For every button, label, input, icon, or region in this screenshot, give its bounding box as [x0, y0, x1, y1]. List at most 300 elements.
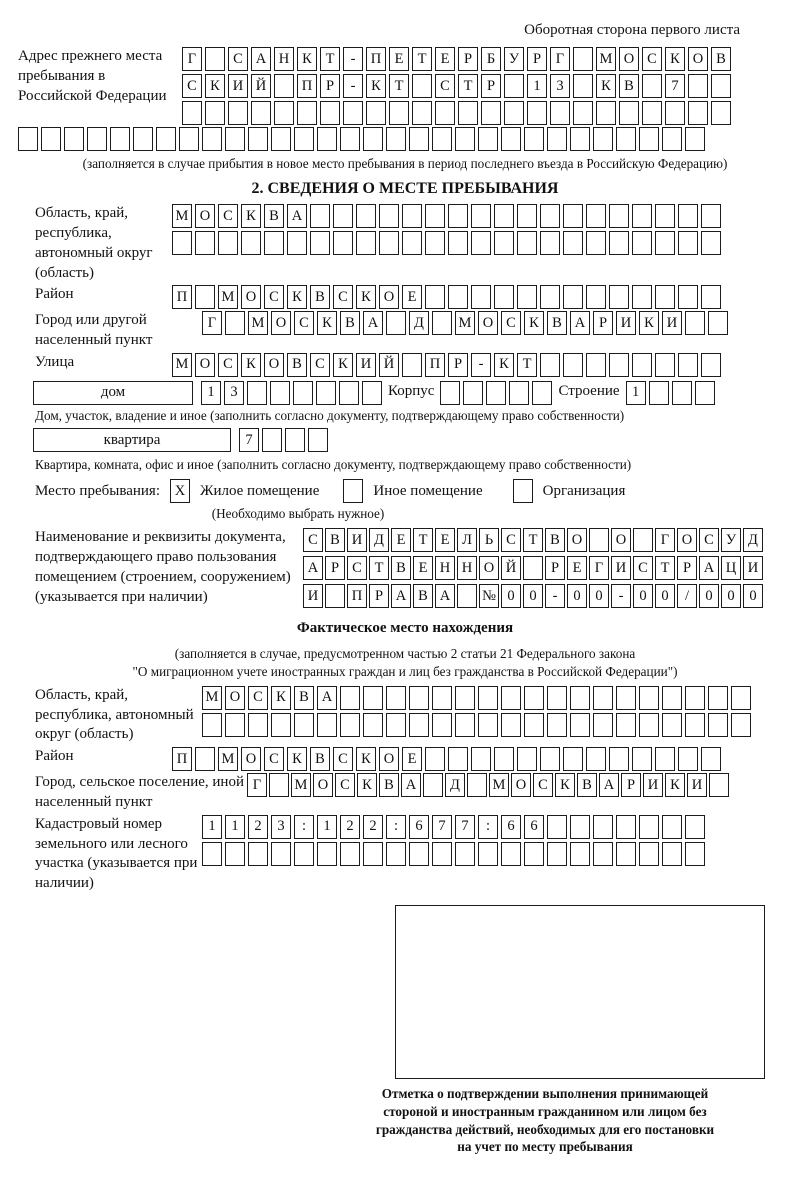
- char-box: В: [391, 556, 411, 580]
- document-row-3: [303, 584, 763, 608]
- char-box: [202, 713, 222, 737]
- char-box: П: [297, 74, 317, 98]
- char-box: А: [303, 556, 323, 580]
- char-box: [586, 204, 606, 228]
- region-label: Область, край, республика, автономный округ (область): [35, 205, 153, 281]
- char-box: [609, 285, 629, 309]
- char-box: [563, 204, 583, 228]
- stay-type-note: (Необходимо выбрать нужное): [211, 506, 385, 522]
- house-row: [18, 381, 792, 405]
- char-box: [494, 285, 514, 309]
- char-box: [695, 381, 715, 405]
- char-box: Г: [182, 47, 202, 71]
- stroenie-label: Строение: [558, 382, 620, 399]
- char-box: О: [511, 773, 531, 797]
- char-box: П: [172, 747, 192, 771]
- actual-region-row-2: [202, 713, 751, 737]
- char-box: К: [665, 773, 685, 797]
- char-box: М: [218, 285, 238, 309]
- char-box: О: [264, 353, 284, 377]
- char-box: [596, 101, 616, 125]
- char-box: Р: [325, 556, 345, 580]
- char-box: [547, 713, 567, 737]
- prev-address-row-1: [182, 47, 731, 71]
- char-box: [432, 713, 452, 737]
- char-box: [425, 285, 445, 309]
- char-box: [294, 127, 314, 151]
- char-box: [701, 353, 721, 377]
- char-box: 2: [363, 815, 383, 839]
- char-box: [662, 127, 682, 151]
- char-box: [517, 285, 537, 309]
- char-box: Т: [320, 47, 340, 71]
- char-box: А: [363, 311, 383, 335]
- char-box: [478, 127, 498, 151]
- char-box: [573, 101, 593, 125]
- char-box: [458, 101, 478, 125]
- page-header-note: Оборотная сторона первого листа: [524, 22, 740, 38]
- actual-district-row: [172, 747, 721, 771]
- char-box: В: [379, 773, 399, 797]
- prev-address-label: Адрес прежнего места пребывания в Российской Федерации: [18, 48, 167, 104]
- char-box: [486, 381, 506, 405]
- char-box: М: [455, 311, 475, 335]
- char-box: 1: [202, 815, 222, 839]
- char-box: [619, 101, 639, 125]
- char-box: [685, 311, 705, 335]
- char-box: [672, 381, 692, 405]
- char-box: [317, 127, 337, 151]
- actual-region-row-1: [202, 686, 751, 710]
- char-box: И: [616, 311, 636, 335]
- street-label: Улица: [35, 353, 75, 370]
- char-box: 2: [340, 815, 360, 839]
- char-box: М: [172, 353, 192, 377]
- char-box: -: [471, 353, 491, 377]
- char-box: И: [662, 311, 682, 335]
- char-box: 2: [248, 815, 268, 839]
- char-box: О: [313, 773, 333, 797]
- actual-location-note-1: (заполняется в случае, предусмотренном частью 2 статьи 21 Федерального закона: [174, 646, 636, 662]
- char-box: [248, 842, 268, 866]
- char-box: [379, 231, 399, 255]
- char-box: Т: [655, 556, 675, 580]
- char-box: [563, 747, 583, 771]
- char-box: 6: [409, 815, 429, 839]
- char-box: К: [287, 747, 307, 771]
- char-box: [179, 127, 199, 151]
- char-box: [386, 713, 406, 737]
- char-box: 1: [225, 815, 245, 839]
- char-box: [317, 842, 337, 866]
- cadastral-field: [18, 815, 792, 894]
- char-box: [340, 127, 360, 151]
- char-box: [570, 713, 590, 737]
- char-box: [432, 311, 452, 335]
- char-box: К: [596, 74, 616, 98]
- char-box: :: [386, 815, 406, 839]
- char-box: С: [303, 528, 323, 552]
- char-box: [320, 101, 340, 125]
- char-box: 0: [633, 584, 653, 608]
- char-box: Н: [457, 556, 477, 580]
- char-box: Е: [402, 285, 422, 309]
- char-box: О: [241, 747, 261, 771]
- char-box: [573, 74, 593, 98]
- char-box: [425, 204, 445, 228]
- char-box: [455, 842, 475, 866]
- char-box: [501, 842, 521, 866]
- char-box: С: [218, 353, 238, 377]
- char-box: [593, 686, 613, 710]
- char-box: [701, 204, 721, 228]
- house-note: Дом, участок, владение и иное (заполнить согласно документу, подтверждающему право собственности): [35, 407, 625, 423]
- char-box: [494, 204, 514, 228]
- char-box: С: [333, 285, 353, 309]
- confirmation-stamp-box: [395, 905, 765, 1079]
- char-box: [593, 842, 613, 866]
- char-box: [540, 747, 560, 771]
- char-box: [501, 127, 521, 151]
- char-box: П: [366, 47, 386, 71]
- char-box: О: [479, 556, 499, 580]
- char-box: [448, 204, 468, 228]
- char-box: 0: [501, 584, 521, 608]
- char-box: 0: [589, 584, 609, 608]
- stay-type-label: Место пребывания:: [35, 482, 160, 499]
- char-box: [632, 285, 652, 309]
- char-box: [570, 815, 590, 839]
- char-box: О: [379, 285, 399, 309]
- char-box: [133, 127, 153, 151]
- char-box: [402, 204, 422, 228]
- char-box: [432, 127, 452, 151]
- char-box: [532, 381, 552, 405]
- char-box: [402, 353, 422, 377]
- char-box: [285, 428, 305, 452]
- char-box: [340, 713, 360, 737]
- char-box: :: [478, 815, 498, 839]
- char-box: [586, 747, 606, 771]
- document-row-2: [303, 556, 763, 580]
- char-box: О: [619, 47, 639, 71]
- char-box: А: [391, 584, 411, 608]
- char-box: В: [287, 353, 307, 377]
- char-box: [379, 204, 399, 228]
- char-box: А: [401, 773, 421, 797]
- char-box: [632, 353, 652, 377]
- char-box: И: [303, 584, 323, 608]
- char-box: [494, 231, 514, 255]
- actual-region-label: Область, край, республика, автономный округ (область): [35, 686, 194, 743]
- char-box: [501, 686, 521, 710]
- char-box: 3: [550, 74, 570, 98]
- char-box: С: [347, 556, 367, 580]
- char-box: [688, 74, 708, 98]
- char-box: [293, 381, 313, 405]
- char-box: Р: [593, 311, 613, 335]
- char-box: [325, 584, 345, 608]
- stay-type-option-organization: Организация: [542, 482, 626, 499]
- char-box: [688, 101, 708, 125]
- char-box: [471, 231, 491, 255]
- char-box: 6: [524, 815, 544, 839]
- char-box: Ц: [721, 556, 741, 580]
- region-field: [18, 204, 792, 283]
- street-row: [172, 353, 721, 377]
- char-box: [363, 842, 383, 866]
- char-box: [570, 127, 590, 151]
- char-box: Р: [448, 353, 468, 377]
- stay-type-option-other: Иное помещение: [373, 482, 483, 499]
- stay-type-checkbox-other: [343, 479, 363, 503]
- char-box: [205, 47, 225, 71]
- char-box: 7: [665, 74, 685, 98]
- char-box: 1: [201, 381, 221, 405]
- char-box: К: [241, 204, 261, 228]
- char-box: 1: [527, 74, 547, 98]
- char-box: [432, 686, 452, 710]
- char-box: Г: [202, 311, 222, 335]
- region-row-2: [172, 231, 721, 255]
- char-box: К: [356, 747, 376, 771]
- char-box: [386, 311, 406, 335]
- char-box: [593, 713, 613, 737]
- char-box: -: [343, 74, 363, 98]
- char-box: [616, 815, 636, 839]
- char-box: [448, 231, 468, 255]
- char-box: [523, 556, 543, 580]
- char-box: Н: [274, 47, 294, 71]
- char-box: [547, 815, 567, 839]
- char-box: К: [494, 353, 514, 377]
- char-box: С: [228, 47, 248, 71]
- char-box: [662, 842, 682, 866]
- char-box: [270, 381, 290, 405]
- char-box: [363, 686, 383, 710]
- char-box: 7: [432, 815, 452, 839]
- char-box: А: [251, 47, 271, 71]
- char-box: [218, 231, 238, 255]
- district-row: [172, 285, 721, 309]
- char-box: [172, 231, 192, 255]
- char-box: [271, 713, 291, 737]
- char-box: [609, 353, 629, 377]
- char-box: [649, 381, 669, 405]
- char-box: Й: [251, 74, 271, 98]
- char-box: [317, 713, 337, 737]
- char-box: О: [195, 204, 215, 228]
- char-box: [524, 686, 544, 710]
- char-box: [524, 713, 544, 737]
- char-box: [308, 428, 328, 452]
- char-box: И: [347, 528, 367, 552]
- char-box: [356, 231, 376, 255]
- char-box: -: [545, 584, 565, 608]
- char-box: Р: [320, 74, 340, 98]
- char-box: [678, 204, 698, 228]
- char-box: 1: [626, 381, 646, 405]
- char-box: О: [567, 528, 587, 552]
- char-box: [586, 285, 606, 309]
- char-box: [632, 231, 652, 255]
- char-box: С: [333, 747, 353, 771]
- char-box: О: [195, 353, 215, 377]
- char-box: [228, 101, 248, 125]
- char-box: М: [172, 204, 192, 228]
- prev-address-row-4: [18, 127, 792, 151]
- char-box: [409, 713, 429, 737]
- char-box: [731, 713, 751, 737]
- char-box: Р: [621, 773, 641, 797]
- char-box: В: [340, 311, 360, 335]
- char-box: [678, 353, 698, 377]
- char-box: К: [665, 47, 685, 71]
- char-box: [685, 713, 705, 737]
- char-box: [205, 101, 225, 125]
- char-box: [297, 101, 317, 125]
- city-label: Город или другой населенный пункт: [35, 312, 153, 349]
- char-box: Е: [389, 47, 409, 71]
- char-box: [471, 747, 491, 771]
- char-box: [593, 815, 613, 839]
- char-box: [386, 127, 406, 151]
- char-box: О: [611, 528, 631, 552]
- char-box: [18, 127, 38, 151]
- char-box: [463, 381, 483, 405]
- char-box: -: [611, 584, 631, 608]
- char-box: Н: [435, 556, 455, 580]
- char-box: 0: [523, 584, 543, 608]
- char-box: [432, 842, 452, 866]
- char-box: У: [721, 528, 741, 552]
- char-box: [339, 381, 359, 405]
- char-box: Е: [391, 528, 411, 552]
- char-box: [639, 686, 659, 710]
- district-label: Район: [35, 286, 74, 303]
- char-box: [274, 101, 294, 125]
- char-box: №: [479, 584, 499, 608]
- char-box: [642, 101, 662, 125]
- char-box: С: [264, 285, 284, 309]
- char-box: 1: [317, 815, 337, 839]
- char-box: В: [619, 74, 639, 98]
- char-box: О: [271, 311, 291, 335]
- char-box: [501, 713, 521, 737]
- char-box: М: [248, 311, 268, 335]
- char-box: [633, 528, 653, 552]
- stay-type-checkbox-residential: X: [170, 479, 190, 503]
- char-box: О: [478, 311, 498, 335]
- char-box: В: [545, 528, 565, 552]
- char-box: [455, 127, 475, 151]
- char-box: [563, 231, 583, 255]
- apartment-note: Квартира, комната, офис и иное (заполнить согласно документу, подтверждающему право собственности): [35, 457, 632, 473]
- char-box: 0: [655, 584, 675, 608]
- char-box: [662, 686, 682, 710]
- stamp-note-line-2: стороной и иностранным гражданином или лицом без: [383, 1103, 707, 1119]
- char-box: [662, 713, 682, 737]
- char-box: [642, 74, 662, 98]
- char-box: М: [596, 47, 616, 71]
- char-box: [563, 285, 583, 309]
- char-box: С: [264, 747, 284, 771]
- char-box: [547, 686, 567, 710]
- char-box: С: [218, 204, 238, 228]
- char-box: К: [287, 285, 307, 309]
- korpus-label: Корпус: [388, 382, 435, 399]
- document-field: [18, 528, 792, 608]
- char-box: О: [241, 285, 261, 309]
- char-box: [481, 101, 501, 125]
- char-box: [333, 204, 353, 228]
- char-box: [225, 713, 245, 737]
- char-box: [316, 381, 336, 405]
- house-box-label: дом: [33, 381, 193, 405]
- char-box: У: [504, 47, 524, 71]
- char-box: [425, 231, 445, 255]
- korpus-cells: [440, 381, 552, 405]
- char-box: Е: [567, 556, 587, 580]
- char-box: Т: [523, 528, 543, 552]
- char-box: А: [699, 556, 719, 580]
- char-box: П: [172, 285, 192, 309]
- char-box: О: [379, 747, 399, 771]
- char-box: [471, 204, 491, 228]
- char-box: [478, 713, 498, 737]
- actual-city-row: [247, 773, 729, 797]
- char-box: [457, 584, 477, 608]
- stroenie-cells: [626, 381, 715, 405]
- actual-city-label: Город, сельское поселение, иной населенный пункт: [35, 774, 244, 810]
- char-box: [639, 842, 659, 866]
- char-box: [665, 101, 685, 125]
- char-box: [685, 127, 705, 151]
- stay-type-checkbox-organization: [513, 479, 533, 503]
- char-box: [41, 127, 61, 151]
- char-box: А: [435, 584, 455, 608]
- char-box: [110, 127, 130, 151]
- char-box: [412, 101, 432, 125]
- char-box: М: [202, 686, 222, 710]
- char-box: [524, 127, 544, 151]
- char-box: [678, 285, 698, 309]
- char-box: С: [294, 311, 314, 335]
- char-box: Т: [413, 528, 433, 552]
- char-box: [540, 353, 560, 377]
- actual-location-note-2: "О миграционном учете иностранных граждан и лиц без гражданства в Российской Федерации"): [132, 663, 678, 679]
- char-box: А: [317, 686, 337, 710]
- char-box: [570, 842, 590, 866]
- char-box: П: [425, 353, 445, 377]
- char-box: [87, 127, 107, 151]
- char-box: Г: [655, 528, 675, 552]
- char-box: М: [489, 773, 509, 797]
- char-box: [589, 528, 609, 552]
- char-box: [655, 353, 675, 377]
- char-box: С: [642, 47, 662, 71]
- char-box: [425, 747, 445, 771]
- document-row-1: [303, 528, 763, 552]
- char-box: М: [218, 747, 238, 771]
- char-box: [709, 773, 729, 797]
- char-box: [701, 231, 721, 255]
- char-box: Р: [527, 47, 547, 71]
- char-box: Т: [517, 353, 537, 377]
- char-box: [711, 101, 731, 125]
- char-box: [412, 74, 432, 98]
- prev-address-row-2: [182, 74, 731, 98]
